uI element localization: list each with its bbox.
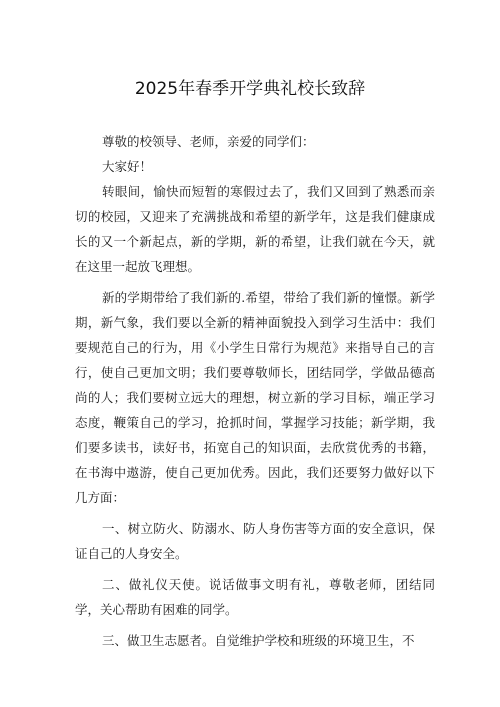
salutation: 尊敬的校领导、老师，亲爱的同学们： xyxy=(102,134,315,149)
document-title: 2025年春季开学典礼校长致辞 xyxy=(134,79,366,99)
greeting: 大家好！ xyxy=(102,159,153,174)
paragraph-intro: 转眼间，愉快而短暂的寒假过去了，我们又回到了熟悉而亲切的校园，又迎来了充满挑战和希望的新学年，这是我们健康成长的又一个新起点，新的学期，新的希望，让我们就在今天，就在这里一起放飞理想。 xyxy=(75,184,435,274)
paragraph-point-1: 一、树立防火、防溺水、防人身伤害等方面的安全意识，保证自己的人身安全。 xyxy=(75,521,435,561)
paragraph-point-2: 二、做礼仪天使。说话做事文明有礼，尊敬老师，团结同学，关心帮助有困难的同学。 xyxy=(75,577,435,617)
paragraph-point-3: 三、做卫生志愿者。自觉维护学校和班级的环境卫生，不 xyxy=(102,633,415,648)
paragraph-new-semester: 新的学期带给了我们新的.希望，带给了我们新的憧憬。新学期，新气象，我们要以全新的精神面貌投入到学习生活中：我们要规范自己的行为，用《小学生日常行为规范》来指导自己的言行，使自己更加文明；我们要尊敬师长，团结同学，学做品德高尚的人；我们要树立远大的理想，树立新的学习目标，端正学习态度，鞭策自己的学习，抢抓时间，掌握学习技能；新学期，我们要多读书，读好书，拓宽自己的知识面，去欣赏优秀的书籍，在书海中遨游，使自己更加优秀。因此，我们还要努力做好以下几方面： xyxy=(75,290,435,505)
document-body xyxy=(75,129,435,653)
